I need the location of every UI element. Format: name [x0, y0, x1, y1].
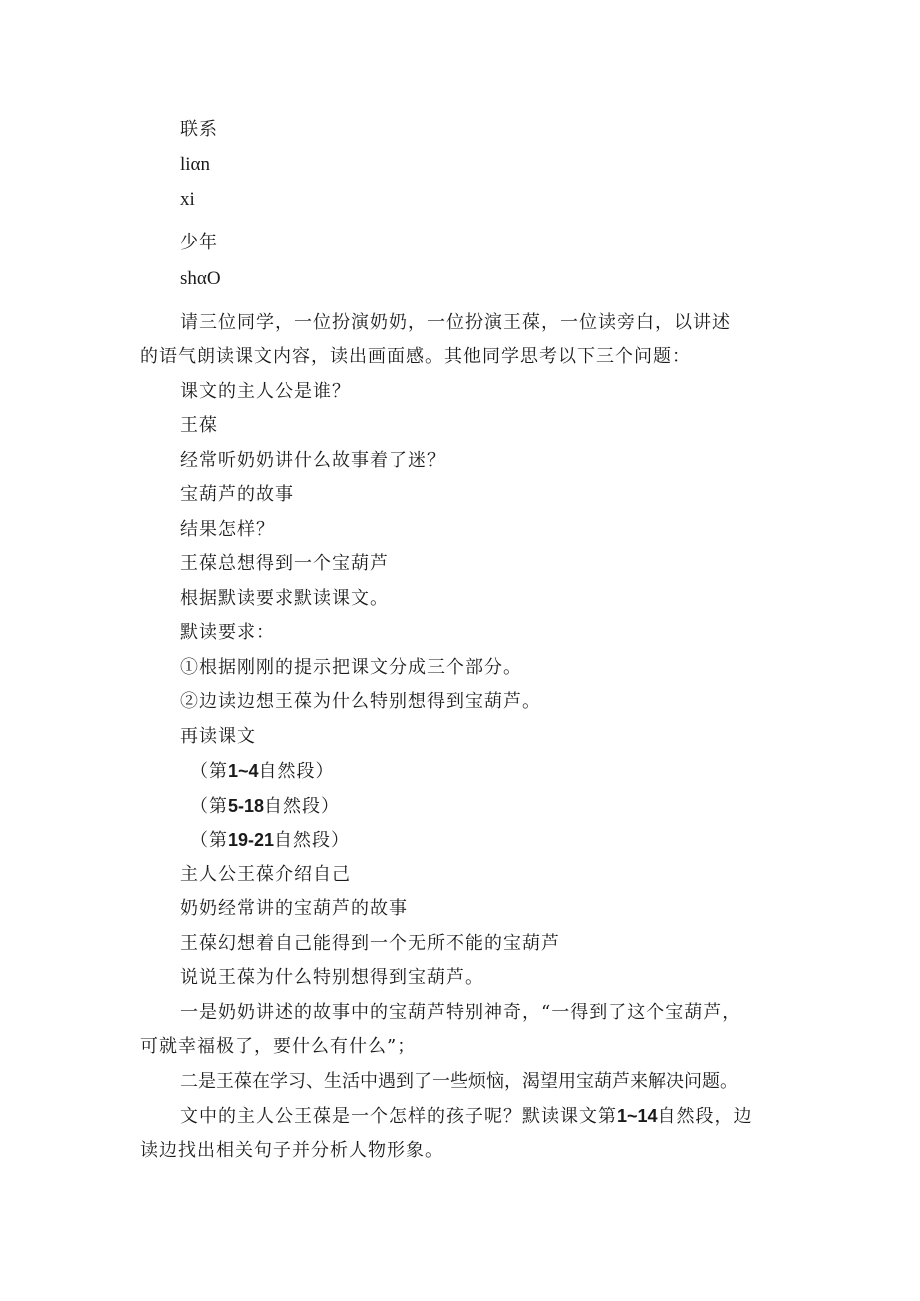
- final-task-line1-post: 自然段，边: [657, 1106, 753, 1127]
- reason-2: 二是王葆在学习、生活中遇到了一些烦恼，渴望用宝葫芦来解决问题。: [180, 1071, 738, 1092]
- reasons-prompt: 说说王葆为什么特别想得到宝葫芦。: [180, 967, 484, 988]
- answer-2: 宝葫芦的故事: [180, 484, 294, 505]
- silent-reading-heading: 默读要求：: [180, 622, 275, 643]
- section-range-3: [190, 828, 350, 853]
- section-range-2-num: 5-18: [228, 796, 265, 816]
- vocab-pinyin-1a: liαn: [180, 154, 211, 175]
- section-range-3-num: 19-21: [228, 830, 275, 850]
- section-range-1: [190, 759, 335, 784]
- intro-paragraph-line1: 请三位同学，一位扮演奶奶，一位扮演王葆，一位读旁白，以讲述: [180, 312, 731, 333]
- final-task-line1: [180, 1104, 753, 1129]
- answer-3: 王葆总想得到一个宝葫芦: [180, 553, 389, 574]
- question-2: 经常听奶奶讲什么故事着了迷？: [180, 450, 446, 471]
- question-1: 课文的主人公是谁？: [180, 381, 351, 402]
- final-task-line2: 读边找出相关句子并分析人物形象。: [140, 1140, 444, 1161]
- section-range-2-suffix: 自然段）: [264, 796, 341, 817]
- vocab-pinyin-2a: shαO: [180, 268, 221, 289]
- vocab-word-2: 少年: [180, 232, 218, 253]
- vocab-word-1: 联系: [180, 119, 218, 140]
- answer-1: 王葆: [180, 415, 218, 436]
- silent-reading-item-1: ①根据刚刚的提示把课文分成三个部分。: [180, 657, 522, 678]
- section-summary-1: 主人公王葆介绍自己: [180, 864, 351, 885]
- silent-reading-instruction: 根据默读要求默读课文。: [180, 588, 389, 609]
- section-summary-2: 奶奶经常讲的宝葫芦的故事: [180, 898, 408, 919]
- section-range-2: [190, 794, 340, 819]
- section-range-3-prefix: （第: [190, 830, 228, 851]
- section-range-1-num: 1~4: [228, 761, 259, 781]
- final-task-line1-num: 1~14: [617, 1106, 658, 1126]
- section-range-3-suffix: 自然段）: [274, 830, 351, 851]
- question-3: 结果怎样？: [180, 519, 275, 540]
- section-range-2-prefix: （第: [190, 796, 228, 817]
- reread-heading: 再读课文: [180, 726, 256, 747]
- section-summary-3: 王葆幻想着自己能得到一个无所不能的宝葫芦: [180, 933, 560, 954]
- silent-reading-item-2: ②边读边想王葆为什么特别想得到宝葫芦。: [180, 691, 541, 712]
- intro-paragraph-line2: 的语气朗读课文内容，读出画面感。其他同学思考以下三个问题：: [140, 346, 691, 367]
- section-range-1-suffix: 自然段）: [258, 761, 335, 782]
- reason-1-line2: 可就幸福极了，要什么有什么”；: [140, 1036, 417, 1057]
- reason-1-line1: 一是奶奶讲述的故事中的宝葫芦特别神奇，“一得到了这个宝葫芦，: [180, 1002, 742, 1023]
- section-range-1-prefix: （第: [190, 761, 228, 782]
- final-task-line1-pre: 文中的主人公王葆是一个怎样的孩子呢？默读课文第: [180, 1106, 617, 1127]
- vocab-pinyin-1b: xi: [180, 189, 195, 210]
